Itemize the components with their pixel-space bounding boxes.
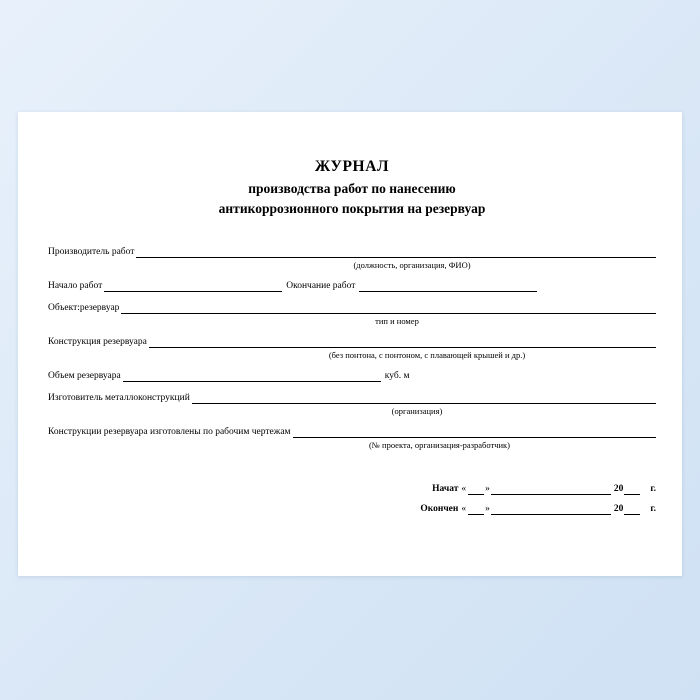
field-blank-start[interactable]	[104, 281, 282, 292]
field-caption-object: тип и номер	[375, 316, 419, 326]
footer-day-blank-end[interactable]	[468, 505, 484, 515]
footer-quote-close-start: »	[485, 484, 490, 494]
field-blank-drawings[interactable]	[293, 427, 656, 438]
field-row-object	[48, 303, 656, 314]
field-caption-construction: (без понтона, с понтоном, с плавающей крышей и др.)	[328, 350, 526, 360]
field-caption-producer: (должность, организация, ФИО)	[353, 260, 471, 270]
document-sheet	[18, 112, 682, 576]
footer-year-end: 20	[613, 504, 624, 514]
field-blank-volume[interactable]	[123, 371, 273, 382]
field-label-construction: Конструкция резервуара	[48, 337, 147, 347]
footer-block	[48, 484, 656, 515]
field-row-manufacturer	[48, 393, 656, 404]
field-label-end: Окончание работ	[286, 281, 356, 291]
footer-quote-open-start: «	[461, 484, 467, 494]
field-blank-producer[interactable]	[136, 247, 656, 258]
footer-year-suffix-start: г.	[650, 484, 656, 494]
footer-row-start	[48, 484, 656, 495]
field-row-volume	[48, 371, 656, 382]
footer-year-start: 20	[613, 484, 624, 494]
footer-row-end	[48, 504, 656, 515]
field-row-construction	[48, 337, 656, 348]
field-label-producer: Производитель работ	[48, 247, 135, 257]
footer-quote-open-end: «	[461, 504, 467, 514]
footer-year-suffix-end: г.	[650, 504, 656, 514]
field-label-object: Объект:резервуар	[48, 303, 120, 313]
field-label-drawings: Конструкции резервуара изготовлены по рабочим чертежам	[48, 427, 291, 437]
document-body	[48, 158, 656, 515]
page-subtitle-line2: антикоррозионного покрытия на резервуар	[218, 201, 486, 216]
footer-month-blank-end[interactable]	[491, 504, 611, 515]
field-caption-drawings: (№ проекта, организация-разработчик)	[368, 440, 511, 450]
field-unit-volume: куб. м	[384, 371, 410, 381]
page-subtitle-line1: производства работ по нанесению	[248, 181, 456, 196]
field-row-drawings	[48, 427, 656, 438]
field-blank-construction[interactable]	[149, 337, 656, 348]
footer-year-blank-start[interactable]	[624, 485, 640, 495]
footer-label-end: Окончен	[420, 504, 459, 514]
field-blank-volume-extra[interactable]	[273, 371, 381, 382]
field-label-start: Начало работ	[48, 281, 103, 291]
field-label-manufacturer: Изготовитель металлоконструкций	[48, 393, 190, 403]
field-blank-manufacturer[interactable]	[192, 393, 656, 404]
field-row-dates	[48, 281, 656, 292]
footer-year-blank-end[interactable]	[624, 505, 640, 515]
page-title: ЖУРНАЛ	[314, 158, 390, 175]
footer-day-blank-start[interactable]	[468, 485, 484, 495]
footer-month-blank-start[interactable]	[491, 484, 611, 495]
field-label-volume: Объем резервуара	[48, 371, 121, 381]
field-blank-object[interactable]	[121, 303, 656, 314]
field-caption-manufacturer: (организация)	[391, 406, 443, 416]
field-blank-end[interactable]	[359, 281, 537, 292]
field-row-producer	[48, 247, 656, 258]
document-title-block	[48, 158, 656, 217]
footer-label-start: Начат	[432, 484, 459, 494]
footer-quote-close-end: »	[485, 504, 490, 514]
